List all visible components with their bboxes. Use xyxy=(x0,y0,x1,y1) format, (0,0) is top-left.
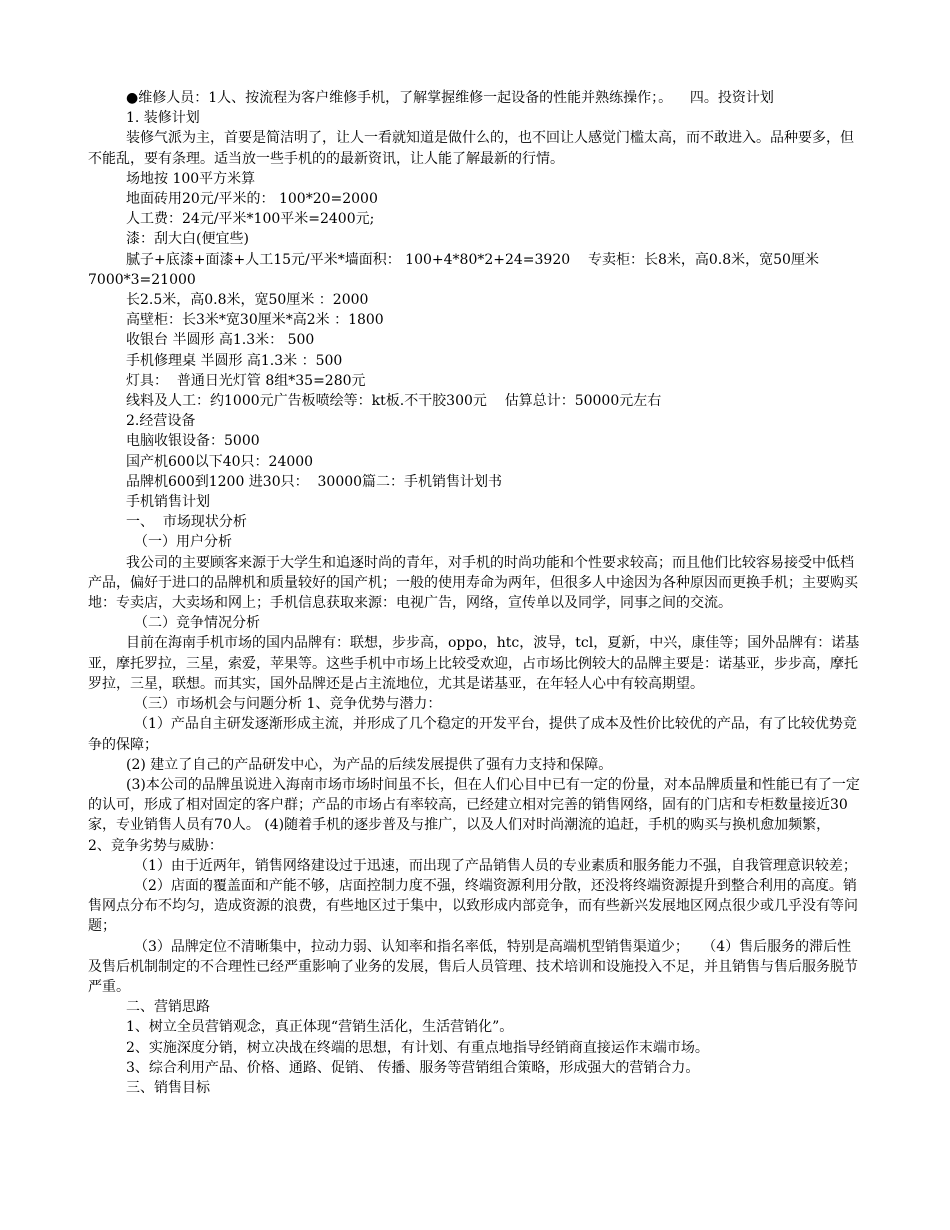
text-line: （1）由于近两年，销售网络建设过于迅速，而出现了产品销售人员的专业素质和服务能力不强，自我管理意识较差； xyxy=(134,857,857,874)
text-line: 灯具： 普通日光灯管 8组*35=280元 xyxy=(126,372,366,389)
text-line: （2）店面的覆盖面和产能不够，店面控制力度不强，终端资源利用分散，还没将终端资源提升到整合利用的高度。销售网点分布不均匀，造成资源的浪费，有些地区过于集中，以致形成内部竞争，而有些新兴发展地区网点很少或几乎没有等问题； xyxy=(88,877,858,935)
text-line: （二）竞争情况分析 xyxy=(134,615,260,632)
text-line: （3）品牌定位不清晰集中，拉动力弱、认知率和指名率低，特别是高端机型销售渠道少； （4）售后服务的滞后性及售后机制制定的不合理性已经严重影响了业务的发展，售后人员管理、技术培训和设施投入不足，并且销售与售后服务脱节严重。 xyxy=(88,938,858,995)
text-line: 2.经营设备 xyxy=(126,413,196,430)
text-line: 手机修理桌 半圆形 高1.3米 ：500 xyxy=(126,352,343,369)
text-line: 1、树立全员营销观念，真正体现“营销生活化，生活营销化”。 xyxy=(126,1019,514,1036)
text-line: (3)本公司的品牌虽说进入海南市场市场时间虽不长，但在人们心目中已有一定的份量，对本品牌质量和性能已有了一定的认可，形成了相对固定的客户群；产品的市场占有率较高，已经建立相对完善的销售网络，固有的门店和专柜数量接近30家，专业销售人员有70人。 (4)随着手机的逐步普及与推广，以及人们对时尚潮流的追赶，手机的购买与换机愈加频繁， 2、竞争劣势与威胁： xyxy=(88,776,875,854)
text-line: 地面砖用20元/平米的： 100*20=2000 xyxy=(126,191,378,208)
text-line: （三）市场机会与问题分析 1、竞争优势与潜力： xyxy=(134,696,442,713)
text-line: 场地按 100平方米算 xyxy=(126,170,256,187)
text-line: 三、销售目标 xyxy=(126,1079,210,1096)
text-line: 国产机600以下40只：24000 xyxy=(126,453,314,470)
text-line: 装修气派为主，首要是简洁明了，让人一看就知道是做什么的，也不回让人感觉门槛太高，而不敢进入。品种要多，但不能乱，要有条理。适当放一些手机的的最新资讯，让人能了解最新的行情。 xyxy=(88,130,854,167)
text-line: (2) 建立了自己的产品研发中心，为产品的后续发展提供了强有力支持和保障。 xyxy=(126,756,613,773)
text-line: 品牌机600到1200 进30只： 30000篇二：手机销售计划书 xyxy=(126,473,503,490)
text-line: ●维修人员：1人、按流程为客户维修手机，了解掌握维修一起设备的性能并熟练操作；。 四。投资计划 xyxy=(126,90,774,106)
text-line: （一）用户分析 xyxy=(134,534,232,551)
text-line: 二、营销思路 xyxy=(126,999,210,1016)
text-line: 收银台 半圆形 高1.3米： 500 xyxy=(126,332,315,349)
text-line: 高壁柜：长3米*宽30厘米*高2米 ：1800 xyxy=(126,312,384,329)
text-line: 长2.5米，高0.8米，宽50厘米 ：2000 xyxy=(126,292,369,309)
text-line: 腻子+底漆+面漆+人工15元/平米*墙面积： 100+4*80*2+24=3920 专卖柜：长8米，高0.8米，宽50厘米 7000*3=21000 xyxy=(88,251,824,288)
text-line: 目前在海南手机市场的国内品牌有：联想，步步高，oppo，htc，波导，tcl，夏新，中兴，康佳等；国外品牌有：诺基亚，摩托罗拉，三星，索爱，苹果等。这些手机中市场上比较受欢迎，占市场比例较大的品牌主要是：诺基亚，步步高，摩托罗拉，三星，联想。而其实，国外品牌还是占主流地位，尤其是诺基亚，在年轻人心中有较高期望。 xyxy=(88,635,860,692)
text-line: 电脑收银设备：5000 xyxy=(126,433,260,450)
text-line: 人工费：24元/平米*100平米=2400元; xyxy=(126,211,375,228)
text-line: 手机销售计划 xyxy=(126,494,210,511)
text-line: （1）产品自主研发逐渐形成主流，并形成了几个稳定的开发平台，提供了成本及性价比较优的产品，有了比较优势竞争的保障； xyxy=(88,716,857,753)
document-page xyxy=(88,88,875,1098)
text-line: 一、 市场现状分析 xyxy=(126,514,247,531)
text-line: 1. 装修计划 xyxy=(126,110,200,127)
text-line: 3、综合利用产品、价格、通路、促销、 传播、服务等营销组合策略，形成强大的营销合力。 xyxy=(126,1059,700,1076)
text-line: 我公司的主要顾客来源于大学生和追逐时尚的青年，对手机的时尚功能和个性要求较高；而且他们比较容易接受中低档产品，偏好于进口的品牌机和质量较好的国产机；一般的使用寿命为两年，但很多人中途因为各种原因而更换手机；主要购买地：专卖店，大卖场和网上；手机信息获取来源：电视广告，网络，宣传单以及同学，同事之间的交流。 xyxy=(88,554,858,612)
text-line: 线料及人工：约1000元广告板喷绘等：kt板.不干胶300元 估算总计：50000元左右 xyxy=(126,393,662,410)
text-line: 2、实施深度分销，树立决战在终端的思想，有计划、有重点地指导经销商直接运作末端市场。 xyxy=(126,1039,709,1056)
text-line: 漆：刮大白(便宜些) xyxy=(126,231,249,248)
